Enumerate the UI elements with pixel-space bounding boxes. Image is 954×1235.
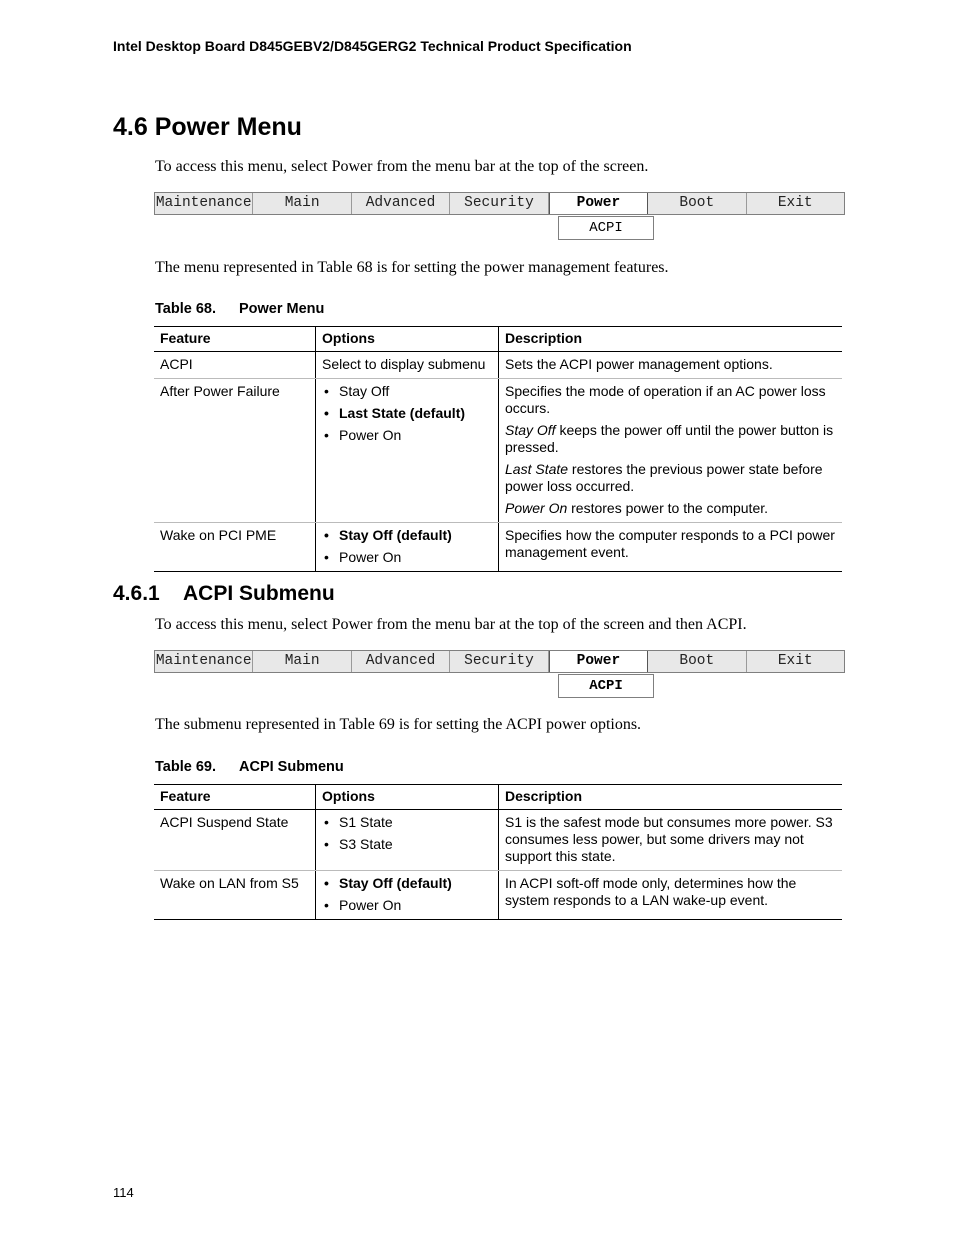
header-options: Options [316,327,499,352]
table-label: Table 69. [155,759,216,775]
table-caption [155,301,324,317]
table-row [154,352,842,379]
description-note [505,500,836,517]
feature-cell: Wake on LAN from S5 [154,871,316,920]
note-term: Last State [505,461,569,477]
menu-boot[interactable]: Boot [648,193,746,214]
subsection-number: 4.6.1 [113,582,160,605]
menu-maintenance[interactable]: Maintenance [155,193,253,214]
description-text: Specifies the mode of operation if an AC power loss occurs. [505,383,826,416]
subsection-title [113,582,335,606]
bios-menu-bar [154,192,845,215]
option-cell: Select to display submenu [316,352,499,379]
running-header: Intel Desktop Board D845GEBV2/D845GERG2 Technical Product Specification [113,38,632,54]
option-item-default: • Stay Off (default) [322,527,492,544]
feature-cell: After Power Failure [154,379,316,523]
header-description: Description [499,785,843,810]
option-item-default: • Last State (default) [322,405,492,422]
power-menu-table [154,326,842,572]
subsection-name: ACPI Submenu [183,582,335,605]
menu-boot[interactable]: Boot [648,651,746,672]
note-text: keeps the power off until the power button is pressed. [505,422,834,455]
menu-advanced[interactable]: Advanced [352,193,450,214]
description-cell [499,379,843,523]
feature-cell: ACPI [154,352,316,379]
feature-cell: ACPI Suspend State [154,810,316,871]
header-options: Options [316,785,499,810]
description-text: Specifies how the computer responds to a PCI power management event. [505,527,835,560]
option-item-default: • Stay Off (default) [322,875,492,892]
note-term: Power On [505,500,568,516]
header-feature: Feature [154,327,316,352]
acpi-submenu-table [154,784,842,920]
note-term: Stay Off [505,422,556,438]
header-description: Description [499,327,843,352]
description-text: S1 is the safest mode but consumes more power. S3 consumes less power, but some drivers may not support this state. [505,814,833,864]
options-cell [316,523,499,572]
description-cell: Sets the ACPI power management options. [499,352,843,379]
table-title: ACPI Submenu [239,759,344,775]
option-item: • Stay Off [322,383,492,400]
note-text: restores the previous power state before power loss occurred. [505,461,823,494]
menu-security[interactable]: Security [450,193,548,214]
menu-maintenance[interactable]: Maintenance [155,651,253,672]
options-cell [316,379,499,523]
table-row [154,871,842,920]
option-item: • Power On [322,427,492,444]
table-row [154,810,842,871]
options-cell [316,871,499,920]
note-text: restores power to the computer. [567,500,769,516]
section-title: 4.6 Power Menu [113,113,302,141]
description-text: In ACPI soft-off mode only, determines how the system responds to a LAN wake-up event. [505,875,797,908]
bios-menu-bar [154,650,845,673]
description-cell [499,810,843,871]
option-item: • Power On [322,897,492,914]
table-row [154,523,842,572]
menu-main[interactable]: Main [253,193,351,214]
menu-exit[interactable]: Exit [747,193,844,214]
description-note [505,461,836,495]
submenu-acpi-selected[interactable]: ACPI [558,674,654,698]
menu-main[interactable]: Main [253,651,351,672]
header-feature: Feature [154,785,316,810]
table-header-row [154,327,842,352]
paragraph: The submenu represented in Table 69 is for setting the ACPI power options. [155,716,642,733]
option-item: • S1 State [322,814,492,831]
menu-advanced[interactable]: Advanced [352,651,450,672]
page-number: 114 [113,1185,134,1200]
table-header-row [154,785,842,810]
options-cell [316,810,499,871]
table-caption [155,759,344,775]
submenu-acpi[interactable]: ACPI [558,216,654,240]
paragraph: The menu represented in Table 68 is for setting the power management features. [155,259,669,276]
menu-exit[interactable]: Exit [747,651,844,672]
description-cell [499,871,843,920]
description-note [505,422,836,456]
menu-power[interactable]: Power [549,193,648,214]
option-item: • Power On [322,549,492,566]
intro-text: To access this menu, select Power from the menu bar at the top of the screen and then ACPI. [155,616,747,633]
table-label: Table 68. [155,301,216,317]
feature-cell: Wake on PCI PME [154,523,316,572]
option-item: • S3 State [322,836,492,853]
menu-security[interactable]: Security [450,651,548,672]
description-cell [499,523,843,572]
table-row [154,379,842,523]
table-title: Power Menu [239,301,325,317]
menu-power[interactable]: Power [549,651,648,672]
intro-text: To access this menu, select Power from the menu bar at the top of the screen. [155,158,649,175]
